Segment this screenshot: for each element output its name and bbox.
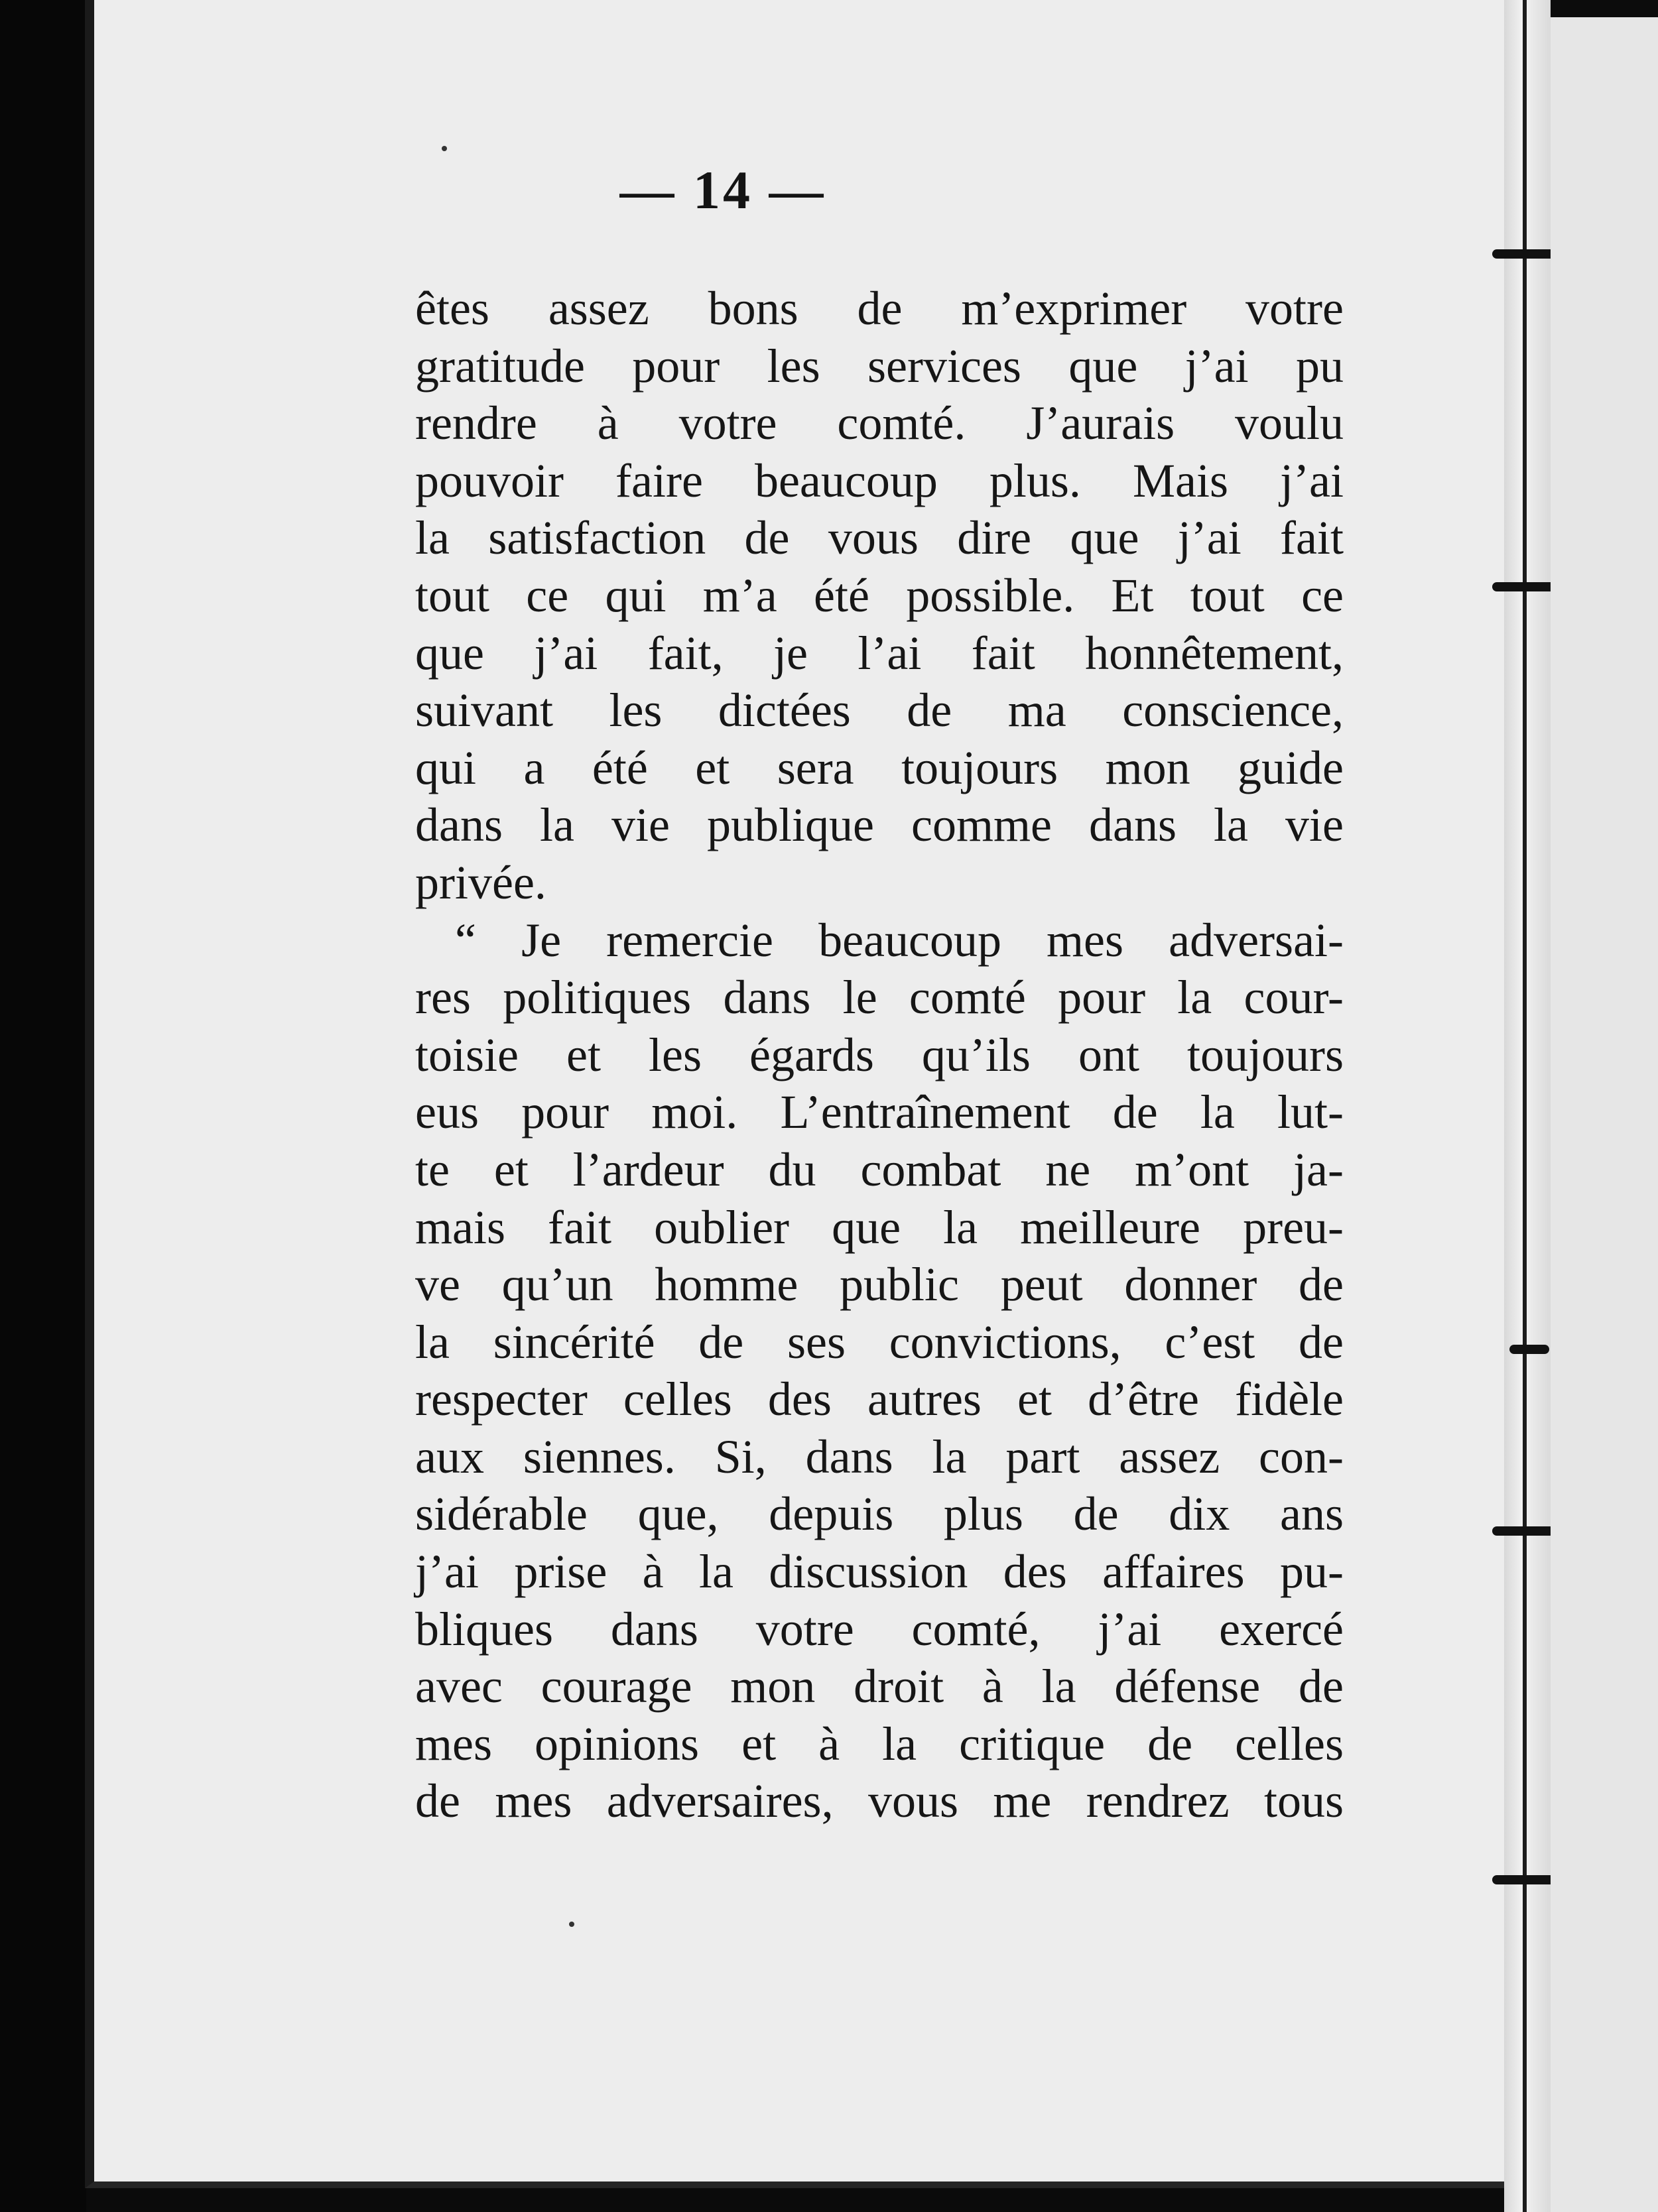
text-line: qui a été et sera toujours mon guide [415,741,1344,794]
text-line: res politiques dans le comté pour la cour- [415,971,1344,1024]
text-line: de mes adversaires, vous me rendrez tous [415,1774,1344,1828]
scan-left-edge [0,0,86,2212]
text-line: “ Je remercie beaucoup mes adversai- [455,913,1344,967]
text-line: la satisfaction de vous dire que j’ai fait [415,511,1344,565]
text-line: privée. [415,855,546,909]
text-line: toisie et les égards qu’ils ont toujours [415,1028,1344,1081]
paper-speck [442,146,447,151]
text-line: ve qu’un homme public peut donner de [415,1258,1344,1312]
text-line: mes opinions et à la critique de celles [415,1717,1344,1770]
text-line: j’ai prise à la discussion des affaires pu- [415,1545,1344,1599]
text-line: dans la vie publique comme dans la vie [415,798,1344,852]
text-line: que j’ai fait, je l’ai fait honnêtement, [415,626,1344,680]
text-line: pouvoir faire beaucoup plus. Mais j’ai [415,454,1344,507]
text-line: tout ce qui m’a été possible. Et tout ce [415,568,1344,622]
text-line: eus pour moi. L’entraînement de la lut- [415,1085,1344,1139]
body-text [415,280,1344,1830]
text-line: mais fait oublier que la meilleure preu- [415,1200,1344,1254]
facing-page-edge [1551,0,1658,2212]
text-line: aux siennes. Si, dans la part assez con- [415,1430,1344,1483]
text-line: êtes assez bons de m’exprimer votre [415,282,1344,335]
text-line: suivant les dictées de ma conscience, [415,684,1344,737]
text-line: gratitude pour les services que j’ai pu [415,339,1344,393]
paper-speck [569,1922,574,1927]
text-line: rendre à votre comté. J’aurais voulu [415,397,1344,450]
text-line: avec courage mon droit à la défense de [415,1660,1344,1713]
binding-stitch [1509,1345,1549,1354]
text-line: la sincérité de ses convictions, c’est de [415,1315,1344,1369]
text-line: respecter celles des autres et d’être fidèle [415,1373,1344,1426]
text-line: sidérable que, depuis plus de dix ans [415,1487,1344,1541]
text-line: bliques dans votre comté, j’ai exercé [415,1602,1344,1656]
page-number: — 14 — [619,160,826,220]
text-line: te et l’ardeur du combat ne m’ont ja- [415,1142,1344,1196]
